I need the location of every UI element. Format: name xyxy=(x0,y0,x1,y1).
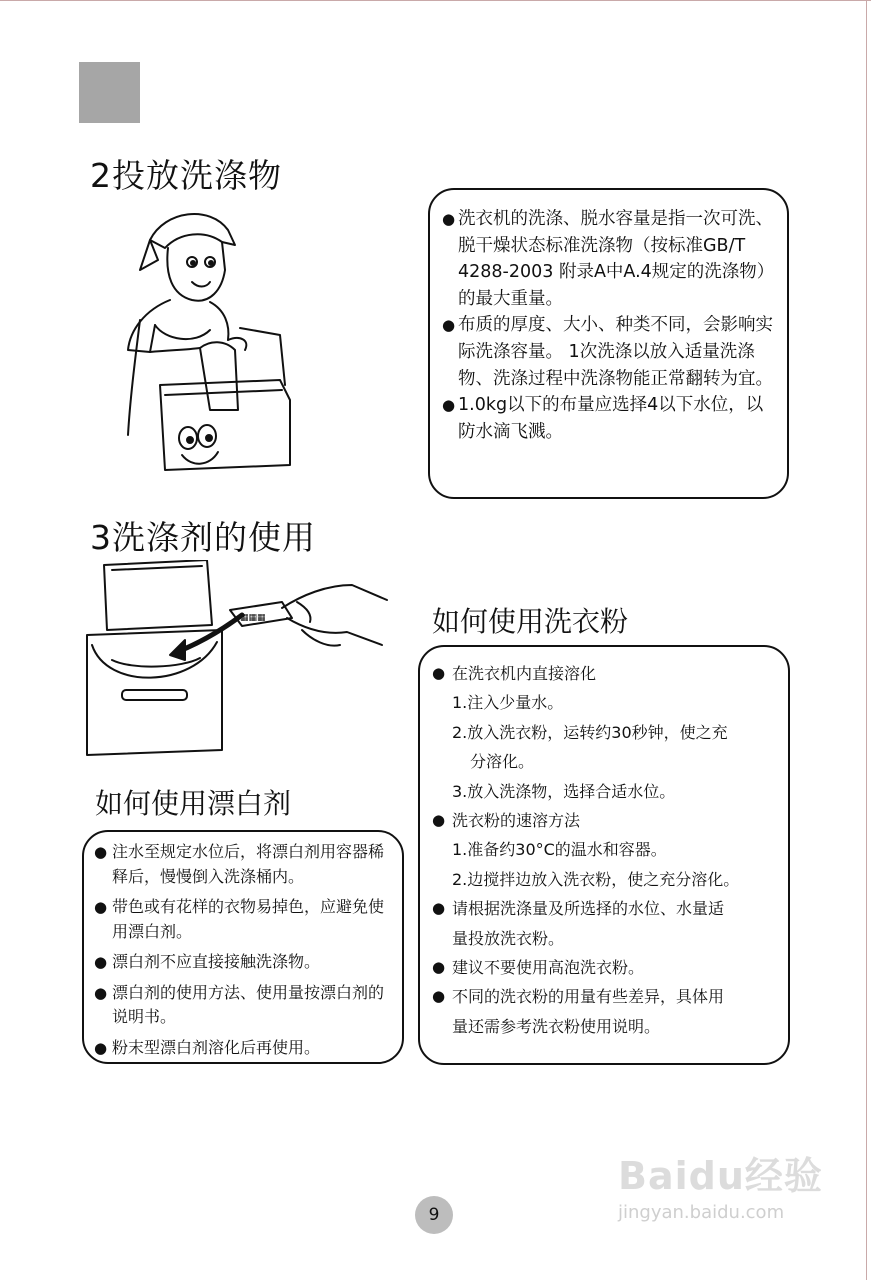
bleach-note-5: ● 粉末型漂白剂溶化后再使用。 xyxy=(94,1036,398,1061)
bullet-icon: ● xyxy=(432,958,446,977)
loading-notes-box xyxy=(428,188,789,499)
bullet-icon: ● xyxy=(432,899,446,918)
section2-title: 2投放洗涤物 xyxy=(90,156,282,195)
powder-step-3: 3.放入洗涤物，选择合适水位。 xyxy=(452,781,676,801)
loading-note-3: ● 1.0kg以下的布量应选择4以下水位，以防水滴飞溅。 xyxy=(444,392,779,445)
detergent-pouring-illustration xyxy=(82,560,392,780)
powder-direct-dissolve: ● 在洗衣机内直接溶化 xyxy=(432,659,784,688)
loading-note-1: ● 洗衣机的洗涤、脱水容量是指一次可洗、脱干燥状态标准洗涤物（按标准GB/T 4288-2003 附录A中A.4规定的洗涤物）的最大重量。 xyxy=(444,206,779,312)
watermark-brand: Baidu经验 xyxy=(618,1154,823,1198)
powder-dosage-note: ● 不同的洗衣粉的用量有些差异，具体用 xyxy=(432,982,784,1011)
svg-text:▦▦▦: ▦▦▦ xyxy=(240,613,266,623)
page-border-right xyxy=(866,0,867,1280)
page-number: 9 xyxy=(415,1196,453,1234)
powder-amount-note-cont: 量投放洗衣粉。 xyxy=(452,928,565,948)
section3-title: 3洗涤剂的使用 xyxy=(90,518,316,557)
bleach-note-3: ● 漂白剂不应直接接触洗涤物。 xyxy=(94,950,398,975)
bullet-icon: ● xyxy=(94,843,108,861)
page-border-top xyxy=(0,0,871,1)
bullet-icon: ● xyxy=(94,953,108,971)
bleach-instructions-box xyxy=(82,830,404,1064)
bullet-icon: ● xyxy=(442,316,456,335)
powder-step-2: 2.放入洗衣粉，运转约30秒钟，使之充 xyxy=(452,722,728,742)
powder-title: 如何使用洗衣粉 xyxy=(432,605,629,638)
quick-step-2: 2.边搅拌边放入洗衣粉，使之充分溶化。 xyxy=(452,869,740,889)
bullet-icon: ● xyxy=(94,983,108,1002)
powder-step-2-cont: 分溶化。 xyxy=(470,752,535,772)
bullet-icon: ● xyxy=(94,1038,108,1057)
powder-quick-dissolve: ● 洗衣粉的速溶方法 xyxy=(432,806,784,835)
watermark-url: jingyan.baidu.com xyxy=(618,1202,785,1223)
powder-low-foam-note: ● 建议不要使用高泡洗衣粉。 xyxy=(432,953,784,982)
watermark xyxy=(618,1145,823,1223)
bullet-icon: ● xyxy=(442,396,456,415)
bleach-note-1: ● 注水至规定水位后，将漂白剂用容器稀释后，慢慢倒入洗涤桶内。 xyxy=(94,842,385,886)
bullet-icon: ● xyxy=(432,987,446,1006)
bullet-icon: ● xyxy=(432,664,446,682)
powder-amount-note: ● 请根据洗涤量及所选择的水位、水量适 xyxy=(432,894,784,923)
section-marker-block xyxy=(79,62,140,123)
powder-step-1: 1.注入少量水。 xyxy=(452,693,564,713)
woman-loading-laundry-illustration xyxy=(110,200,310,480)
bleach-note-4: ● 漂白剂的使用方法、使用量按漂白剂的说明书。 xyxy=(94,982,385,1026)
quick-step-1: 1.准备约30°C的温水和容器。 xyxy=(452,840,667,860)
bleach-title: 如何使用漂白剂 xyxy=(95,787,292,820)
bullet-icon: ● xyxy=(94,898,108,916)
powder-dosage-note-cont: 量还需参考洗衣粉使用说明。 xyxy=(452,1016,661,1036)
bullet-icon: ● xyxy=(432,811,446,830)
powder-instructions-box xyxy=(418,645,790,1065)
loading-note-2: ● 布质的厚度、大小、种类不同，会影响实际洗涤容量。 1次洗涤以放入适量洗涤物、洗涤过程中洗涤物能正常翻转为宜。 xyxy=(444,312,779,392)
bullet-icon: ● xyxy=(442,210,456,228)
bleach-note-2: ● 带色或有花样的衣物易掉色，应避免使用漂白剂。 xyxy=(94,897,385,941)
